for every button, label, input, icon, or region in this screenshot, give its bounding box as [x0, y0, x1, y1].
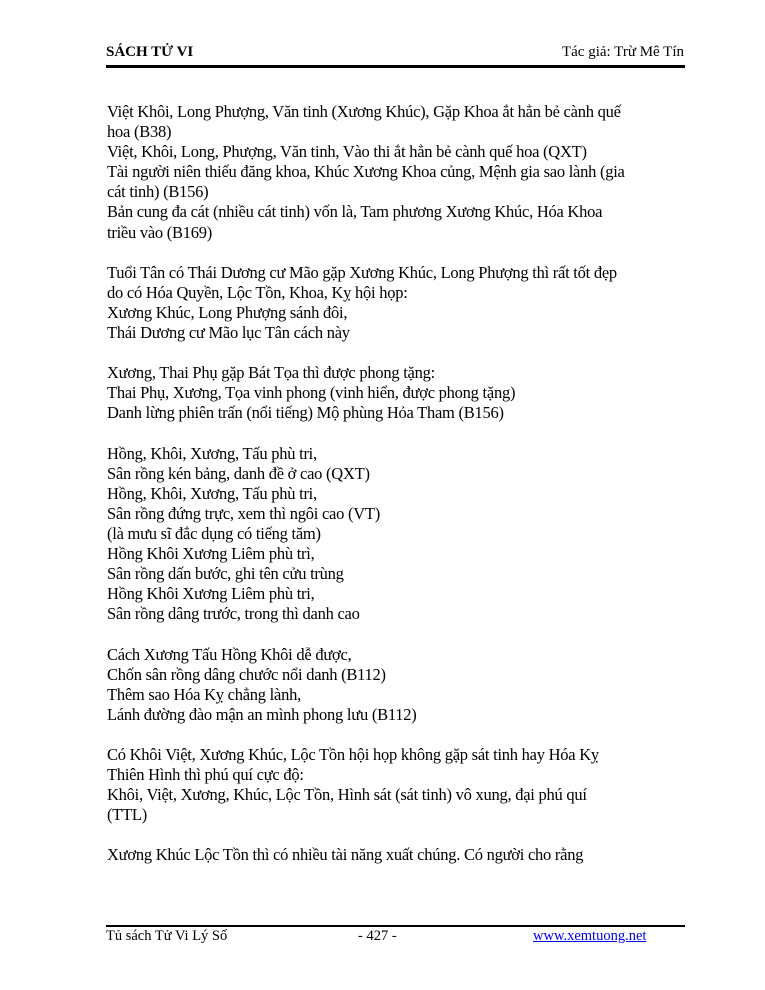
text-line: Sân rồng kén bảng, danh đề ở cao (QXT)	[107, 463, 370, 483]
series-name: Tủ sách Tử Vi Lý Số	[106, 928, 228, 944]
text-line: Hồng, Khôi, Xương, Tấu phù tri,	[107, 443, 317, 463]
text-line: cát tinh) (B156)	[107, 182, 209, 202]
text-line: hoa (B38)	[107, 122, 172, 142]
page-footer	[106, 928, 684, 948]
text-line: Thai Phụ, Xương, Tọa vinh phong (vinh hiển, được phong tặng)	[107, 383, 516, 403]
website-link[interactable]: www.xemtuong.net	[533, 928, 647, 944]
text-line: Hồng, Khôi, Xương, Tấu phù tri,	[107, 483, 317, 503]
author-credit: Tác giả: Trừ Mê Tín	[561, 44, 684, 60]
text-line: Cách Xương Tấu Hồng Khôi dễ được,	[107, 644, 352, 664]
text-line: Danh lừng phiên trấn (nổi tiếng) Mộ phùng Hỏa Tham (B156)	[107, 403, 504, 423]
text-line: Bản cung đa cát (nhiều cát tinh) vốn là, Tam phương Xương Khúc, Hóa Khoa	[107, 202, 603, 222]
paragraph	[107, 363, 687, 423]
header-divider	[106, 65, 685, 68]
paragraph	[107, 845, 687, 865]
text-line: Sân rồng dâng trước, trong thì danh cao	[107, 604, 360, 624]
paragraph	[107, 102, 687, 243]
text-line: Hồng Khôi Xương Liêm phù trì,	[107, 544, 315, 564]
text-line: Xương Khúc Lộc Tồn thì có nhiều tài năng xuất chúng. Có người cho rằng	[107, 845, 584, 865]
text-line: Có Khôi Việt, Xương Khúc, Lộc Tồn hội họp không gặp sát tinh hay Hóa Kỵ	[107, 745, 599, 764]
page-header	[106, 44, 684, 64]
text-line: Sân rồng đứng trực, xem thì ngôi cao (VT)	[107, 503, 380, 523]
text-line: Việt Khôi, Long Phượng, Văn tinh (Xương Khúc), Gặp Khoa ắt hẳn bẻ cành quế	[107, 102, 621, 121]
page-number: - 427 -	[358, 928, 397, 944]
footer-divider	[106, 925, 685, 927]
text-line: Việt, Khôi, Long, Phượng, Văn tinh, Vào thi ắt hẳn bẻ cành quế hoa (QXT)	[107, 142, 587, 162]
text-line: Chốn sân rồng dâng chước nổi danh (B112)	[107, 664, 386, 684]
text-line: Thiên Hình thì phú quí cực độ:	[107, 765, 304, 785]
text-line: Hồng Khôi Xương Liêm phù tri,	[107, 584, 315, 604]
paragraph	[107, 745, 687, 825]
text-line: Xương Khúc, Long Phượng sánh đôi,	[107, 302, 348, 322]
text-line: do có Hóa Quyền, Lộc Tồn, Khoa, Kỵ hội họp:	[107, 282, 408, 302]
text-line: triều vào (B169)	[107, 222, 213, 242]
text-line: Thái Dương cư Mão lục Tân cách này	[107, 323, 350, 343]
paragraph	[107, 444, 687, 625]
text-line: (là mưu sĩ đắc dụng có tiếng tăm)	[107, 523, 321, 543]
document-body	[107, 102, 687, 886]
text-line: Tuổi Tân có Thái Dương cư Mão gặp Xương Khúc, Long Phượng thì rất tốt đẹp	[107, 262, 617, 282]
text-line: Khôi, Việt, Xương, Khúc, Lộc Tồn, Hình sát (sát tinh) vô xung, đại phú quí	[107, 785, 587, 805]
text-line: Tài người niên thiếu đăng khoa, Khúc Xương Khoa củng, Mệnh gia sao lành (gia	[107, 162, 625, 182]
text-line: (TTL)	[107, 805, 147, 825]
text-line: Lánh đường đào mận an mình phong lưu (B112)	[107, 704, 417, 724]
text-line: Sân rồng dấn bước, ghi tên cửu trùng	[107, 564, 344, 584]
paragraph	[107, 645, 687, 725]
text-line: Thêm sao Hóa Kỵ chẳng lành,	[107, 684, 301, 704]
book-title: SÁCH TỬ VI	[106, 44, 194, 60]
text-line: Xương, Thai Phụ gặp Bát Tọa thì được phong tặng:	[107, 363, 435, 383]
paragraph	[107, 263, 687, 343]
